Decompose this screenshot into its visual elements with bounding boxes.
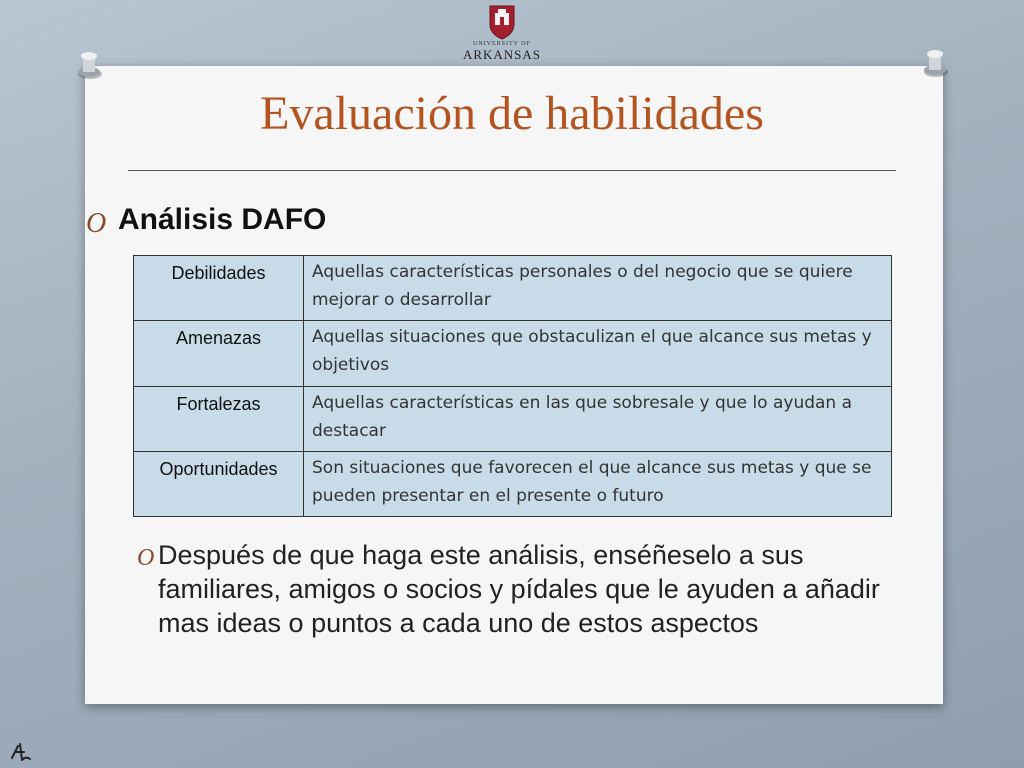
signature-icon [8, 738, 34, 764]
bullet-icon: O [86, 208, 107, 239]
description-cell: Aquellas características en las que sobresale y que lo ayudan a destacar [304, 386, 892, 451]
description-cell: Son situaciones que favorecen el que alcance sus metas y que se pueden presentar en el presente o futuro [304, 451, 892, 516]
sub-bullet-text: Después de que haga este análisis, enséñeselo a sus familiares, amigos o socios y pídales que le ayuden a añadir mas ideas o puntos a cada uno de estos aspectos [158, 540, 880, 638]
bullet-icon: O [137, 545, 155, 571]
university-logo [456, 2, 548, 64]
section-heading: Análisis DAFO [118, 203, 327, 236]
term-cell: Oportunidades [134, 451, 304, 516]
table-row [134, 451, 892, 516]
table-row [134, 321, 892, 386]
term-cell: Fortalezas [134, 386, 304, 451]
dafo-table [133, 255, 892, 517]
slide-title: Evaluación de habilidades [260, 87, 764, 140]
table-row [134, 386, 892, 451]
term-cell: Amenazas [134, 321, 304, 386]
pushpin-icon [918, 46, 952, 80]
logo-big-text: ARKANSAS [462, 47, 542, 62]
description-cell: Aquellas situaciones que obstaculizan el que alcance sus metas y objetivos [304, 321, 892, 386]
description-cell: Aquellas características personales o del negocio que se quiere mejorar o desarrollar [304, 256, 892, 321]
logo-small-text: UNIVERSITY OF [473, 41, 531, 47]
table-row [134, 256, 892, 321]
razorback-seal-icon [487, 2, 517, 40]
term-cell: Debilidades [134, 256, 304, 321]
pushpin-icon [72, 48, 106, 82]
title-divider [128, 170, 896, 171]
